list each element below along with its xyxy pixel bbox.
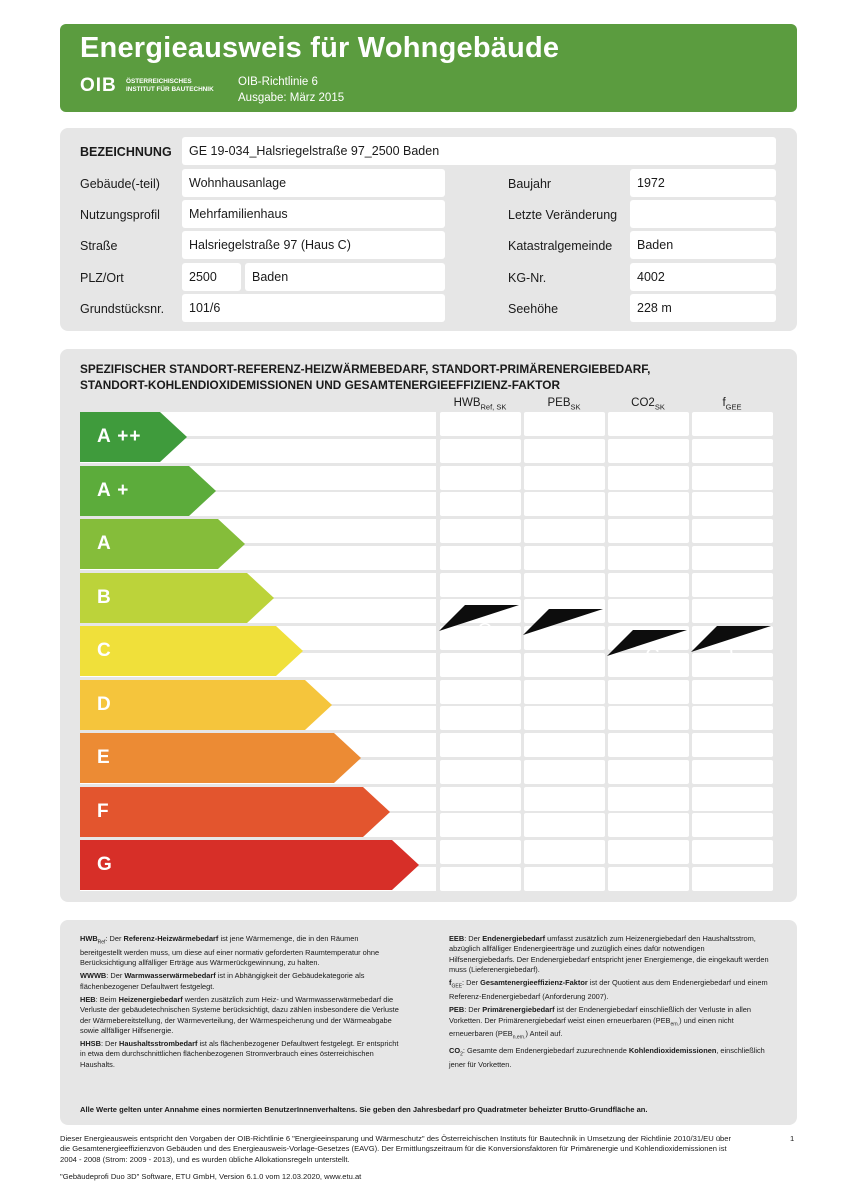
column-header-2: $PEB_{SK}$ (547, 397, 581, 412)
scale-cell (608, 867, 689, 891)
class-arrow-label: E (97, 747, 111, 768)
scale-cell (524, 519, 605, 543)
oib-logo-text (126, 78, 214, 94)
result-marker-peb (523, 609, 606, 661)
kg-nr-value: 4002 (630, 263, 776, 291)
scale-cell (524, 867, 605, 891)
result-marker-label: C (477, 620, 492, 642)
class-arrow-d (80, 680, 332, 730)
baujahr-label: Baujahr (508, 177, 552, 191)
class-arrow-label: C (97, 640, 112, 661)
scale-cell (608, 787, 689, 811)
gebaeude-label: Gebäude(-teil) (80, 177, 160, 191)
scale-cell (440, 412, 521, 436)
kg-nr-label: KG-Nr. (508, 271, 547, 285)
scale-cell (692, 439, 773, 463)
scale-cell (440, 787, 521, 811)
page-number: 1 (790, 1134, 795, 1143)
legend-eeb: EEB: Der Endenergiebedarf umfasst zusätzlich zum Heizenergiebedarf den Haushaltsstrom, abzüglich allfälliger Endenergieerträge und zuzüglich eines dafür notwendigen Hilfsenergiebedarfs. Der Endenergiebedarf entspricht jener Energiemenge, die eingekauft werden muss (Lieferenergiebedarf). (449, 934, 769, 974)
bezeichnung-value: GE 19-034_Halsriegelstraße 97_2500 Baden (182, 137, 776, 165)
scale-cell (608, 733, 689, 757)
scale-cell (608, 599, 689, 623)
class-arrow-aplusplus (80, 412, 187, 462)
scale-cell (692, 573, 773, 597)
scale-cell (608, 519, 689, 543)
ort-value: Baden (245, 263, 445, 291)
katastralgemeinde-value: Baden (630, 231, 776, 259)
class-arrow-label: A ++ (97, 426, 142, 447)
nutzung-label: Nutzungsprofil (80, 208, 160, 222)
header-banner (60, 24, 797, 112)
scale-cell (440, 466, 521, 490)
rating-title (80, 361, 650, 393)
plz-value: 2500 (182, 263, 241, 291)
legend-wwwb: WWWB: Der Warmwasserwärmebedarf ist in Abhängigkeit der Gebäudekategorie als flächenbezogener Defaultwert festgelegt. (80, 971, 365, 991)
scale-cell (692, 706, 773, 730)
guideline-edition: Ausgabe: März 2015 (238, 92, 345, 104)
legend-hhsb: HHSB: Der Haushaltsstrombedarf ist als flächenbezogener Defaultwert festgelegt. Er entspricht in etwa dem durchschnittlichen flächenbezogenen Stromverbrauch eines österreichischen Haushalts. (80, 1039, 399, 1069)
class-arrow-shape (80, 733, 361, 783)
building-info-panel (60, 128, 797, 331)
scale-cell (608, 466, 689, 490)
scale-cell (440, 867, 521, 891)
scale-cell (524, 573, 605, 597)
scale-cell (524, 680, 605, 704)
legend-fgee: $f_{GEE}$: Der Gesamtenergieeffizienz-Faktor ist der Quotient aus dem Endenergiebedarf und einem Referenz-Endenergiebedarf (Anforderung 2007). (449, 978, 768, 1001)
scale-cell (608, 813, 689, 837)
rating-title-line2: STANDORT-KOHLENDIOXIDEMISSIONEN UND GESAMTENERGIEEFFIZIENZ-FAKTOR (80, 378, 560, 392)
column-header-1: $HWB_{Ref, SK}$ (453, 397, 507, 412)
class-arrow-label: F (97, 800, 110, 822)
letzte-veraenderung-value (630, 200, 776, 228)
footer-text: Dieser Energieausweis entspricht den Vorgaben der OIB-Richtlinie 6 "Energieeinsparung und Wärmeschutz" des Österreichischen Instituts für Bautechnik in Umsetzung der Richtlinie 2010/31/EU über die Gesamtenergieeffizienzvon Gebäuden und des Energieausweis-Vorlage-Gesetzes (EAVG). Der Ermittlungszeitraum für die Konversionsfaktoren für Primärenergie und Kohlendioxidemissionen ist 2004 - 2008 (Strom: 2009 - 2013), und es wurden übliche Allokationsregeln unterstellt. (60, 1134, 732, 1164)
scale-cell (440, 733, 521, 757)
katastralgemeinde-label: Katastralgemeinde (508, 239, 613, 253)
footer-software: "Gebäudeprofi Duo 3D" Software, ETU GmbH, Version 6.1.0 vom 12.03.2020, www.etu.at (60, 1172, 362, 1181)
class-arrow-a (80, 519, 245, 569)
scale-cell (692, 787, 773, 811)
plz-ort-label: PLZ/Ort (80, 271, 124, 285)
scale-cell (692, 680, 773, 704)
scale-cell (440, 492, 521, 516)
rating-title-line1: SPEZIFISCHER STANDORT-REFERENZ-HEIZWÄRMEBEDARF, STANDORT-PRIMÄRENERGIEBEDARF, (80, 362, 651, 376)
scale-cell (692, 733, 773, 757)
scale-cell (692, 599, 773, 623)
bezeichnung-label: BEZEICHNUNG (80, 145, 172, 159)
scale-cell (692, 492, 773, 516)
result-marker-hwb (439, 605, 522, 657)
scale-cell (608, 680, 689, 704)
scale-cell (692, 412, 773, 436)
baujahr-value: 1972 (630, 169, 776, 197)
scale-cell (692, 760, 773, 784)
class-arrow-label: A + (97, 479, 130, 501)
scale-cell (692, 840, 773, 864)
class-arrow-aplus (80, 466, 216, 516)
legend-left-column (80, 934, 400, 1070)
scale-cell (608, 573, 689, 597)
grundstueck-label: Grundstücksnr. (80, 302, 165, 316)
result-marker-label: C (561, 624, 576, 646)
class-arrow-label: B (97, 586, 112, 608)
scale-cell (524, 546, 605, 570)
scale-cell (440, 760, 521, 784)
legend-peb: PEB: Der Primärenergiebedarf ist der Endenergiebedarf einschließlich der Verluste in allen Vorketten. Der Primärenergiebedarf weist einen erneuerbaren $(PEB_{ern.})$ und einen nicht erneuerbaren $(PEB_{n.ern.})$ Anteil auf. (449, 1005, 751, 1041)
column-header-4: $f_{GEE}$ (722, 397, 742, 412)
letzte-veraenderung-label: Letzte Veränderung (508, 208, 618, 222)
scale-cell (440, 706, 521, 730)
class-arrow-b (80, 573, 274, 623)
scale-cell (524, 760, 605, 784)
class-arrow-f (80, 787, 390, 837)
class-arrow-label: A (97, 533, 112, 554)
scale-cell (608, 412, 689, 436)
result-marker-co2 (607, 630, 690, 682)
nutzung-value: Mehrfamilienhaus (182, 200, 445, 228)
scale-cell (524, 492, 605, 516)
oib-logo-line1: ÖSTERREICHISCHES (126, 78, 192, 85)
oib-logo-line2: INSTITUT FÜR BAUTECHNIK (126, 86, 214, 93)
result-marker-label: C (729, 641, 744, 663)
class-arrow-shape (80, 787, 390, 837)
legend-note: Alle Werte gelten unter Annahme eines normierten BenutzerInnenverhaltens. Sie geben den Jahresbedarf pro Quadratmeter beheizter Brutto-Grundfläche an. (80, 1105, 648, 1114)
class-arrow-shape (80, 840, 419, 890)
scale-cell (692, 466, 773, 490)
legend-hwb: $HWB_{Ref}$: Der Referenz-Heizwärmebedarf ist jene Wärmemenge, die in den Räumen bereitgestellt werden muss, um diese auf einer normativ geforderten Raumtemperatur ohne Berücksichtigung allfälliger Erträge aus Wärmerückgewinnung, zu halten. (80, 934, 380, 968)
page-title: Energieausweis für Wohngebäude (80, 32, 560, 64)
scale-cell (524, 813, 605, 837)
class-arrow-shape (80, 680, 332, 730)
gebaeude-value: Wohnhausanlage (182, 169, 445, 197)
scale-cell (692, 519, 773, 543)
scale-cell (608, 840, 689, 864)
scale-cell (524, 439, 605, 463)
class-arrow-c (80, 626, 303, 676)
class-arrow-e (80, 733, 361, 783)
oib-logo-mark: OIB (80, 75, 117, 96)
class-arrow-label: G (97, 854, 113, 875)
scale-cell (440, 680, 521, 704)
scale-cell (692, 813, 773, 837)
result-marker-label: C (645, 645, 660, 667)
seehoehe-value: 228 m (630, 294, 776, 322)
scale-cell (524, 840, 605, 864)
grundstueck-value: 101/6 (182, 294, 445, 322)
scale-cell (692, 546, 773, 570)
guideline-name: OIB-Richtlinie 6 (238, 76, 318, 88)
scale-cell (524, 787, 605, 811)
column-header-3: $CO2_{SK}$ (631, 397, 665, 412)
class-arrow-g (80, 840, 419, 890)
scale-cell (524, 412, 605, 436)
scale-cell (608, 760, 689, 784)
class-arrow-shape (80, 626, 303, 676)
legend-right-column (449, 934, 769, 1070)
scale-cell (524, 706, 605, 730)
legend-heb: HEB: Beim Heizenergiebedarf werden zusätzlich zum Heiz- und Warmwasserwärmebedarf die Verluste der gebäudetechnischen Systeme berücksichtigt, dazu zählen insbesondere die Verluste der Wärmebereitstellung, der Wärmeverteilung, der Wärmespeicherung und der Wärmeabgabe sowie allfälliger Hilfsenergie. (80, 994, 399, 1035)
guideline-info (238, 74, 344, 106)
scale-cell (524, 733, 605, 757)
legend-co2: $CO_2$: Gesamte dem Endenergiebedarf zuzurechnende Kohlendioxidemissionen, einschließlich jener für Vorketten. (449, 1046, 765, 1069)
scale-cell (608, 546, 689, 570)
scale-cell (692, 867, 773, 891)
scale-cell (440, 573, 521, 597)
class-arrow-label: D (97, 693, 112, 715)
energy-rating-panel (60, 349, 797, 902)
strasse-label: Straße (80, 239, 118, 253)
seehoehe-label: Seehöhe (508, 302, 559, 316)
strasse-value: Halsriegelstraße 97 (Haus C) (182, 231, 445, 259)
scale-cell (608, 492, 689, 516)
scale-cell (440, 840, 521, 864)
scale-cell (440, 813, 521, 837)
scale-cell (440, 439, 521, 463)
scale-cell (440, 519, 521, 543)
scale-cell (524, 466, 605, 490)
oib-logo (80, 75, 214, 96)
scale-cell (608, 706, 689, 730)
result-marker-fgee (691, 626, 774, 678)
scale-cell (440, 546, 521, 570)
legend-panel (60, 920, 797, 1125)
scale-cell (608, 439, 689, 463)
